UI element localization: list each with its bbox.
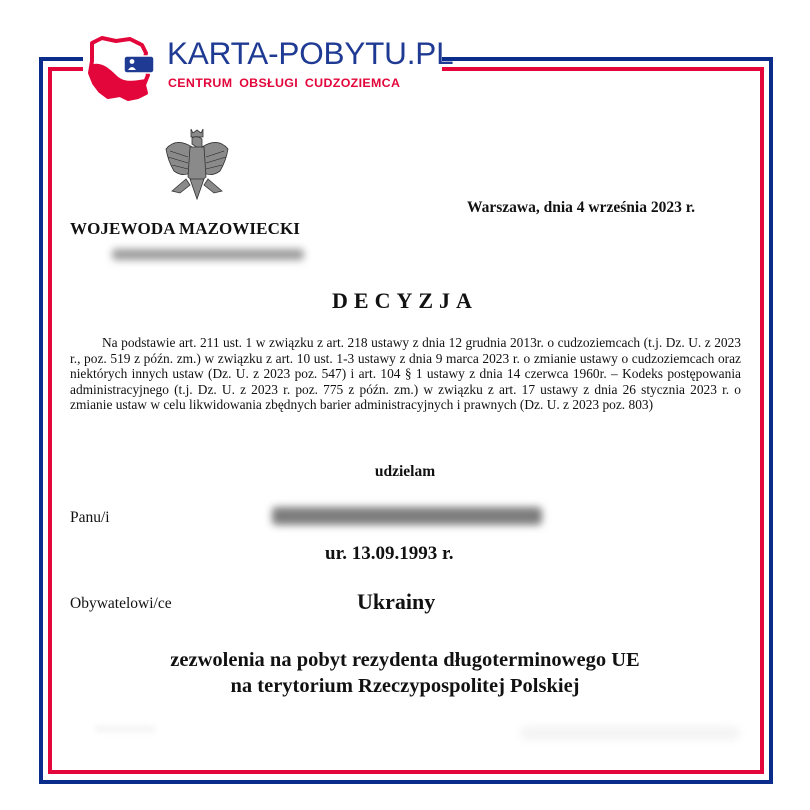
permit-type [0,647,810,699]
birth-date: ur. 13.09.1993 r. [325,543,454,564]
brand-title: KARTA-POBYTU.PL [167,35,454,71]
permit-line-1: zezwolenia na pobyt rezydenta długoterminowego UE [170,649,640,671]
permit-line-2: na terytorium Rzeczypospolitej Polskiej [230,675,580,697]
issuing-authority: WOJEWODA MAZOWIECKI [70,219,301,238]
citizenship-label: Obywatelowi/ce [70,595,172,612]
frame-blue-bottom [39,780,773,784]
citizenship-value: Ukrainy [357,589,436,614]
scan-smudge-right [520,726,740,740]
document-title: DECYZJA [332,288,478,313]
frame-blue-top-right [442,57,773,61]
frame-red-bottom [48,770,764,774]
recipient-label: Panu/i [70,509,110,526]
scan-smudge-left [95,726,155,732]
poland-map-with-id-card-icon [86,35,158,103]
legal-basis-paragraph: Na podstawie art. 211 ust. 1 w związku z art. 218 ustawy z dnia 12 grudnia 2013r. o cudzoziemcach (t.j. Dz. U. z 2023 r., poz. 519 z późn. zm.) w związku z art. 10 ust. 1-3 ustawy z dnia 9 marca 2023 r. o zmianie ustawy o cudzoziemcach oraz niektórych innych ustaw (Dz. U. z 2023 poz. 547) i art. 104 § 1 ustawy z dnia 14 czerwca 1960r. – Kodeks postępowania administracyjnego (t.j. Dz. U. z 2023 r. poz. 775 z późn. zm.) w związku z art. 17 ustawy z dnia 26 stycznia 2023 r. o zmianie ustaw w celu likwidowania zbędnych barier administracyjnych i prawnych (Dz. U. z 2023 poz. 803) [70,335,741,413]
reference-number-redacted [112,249,304,260]
grant-statement: udzielam [374,463,436,480]
frame-red-top-left [48,67,83,71]
brand-subtitle: CENTRUM OBSŁUGI CUDZOZIEMCA [168,76,401,90]
place-and-date: Warszawa, dnia 4 września 2023 r. [467,199,696,216]
polish-eagle-emblem-icon [162,127,232,207]
frame-blue-top-left [39,57,83,61]
recipient-name-redacted [272,507,542,525]
frame-red-top-right [442,67,764,71]
